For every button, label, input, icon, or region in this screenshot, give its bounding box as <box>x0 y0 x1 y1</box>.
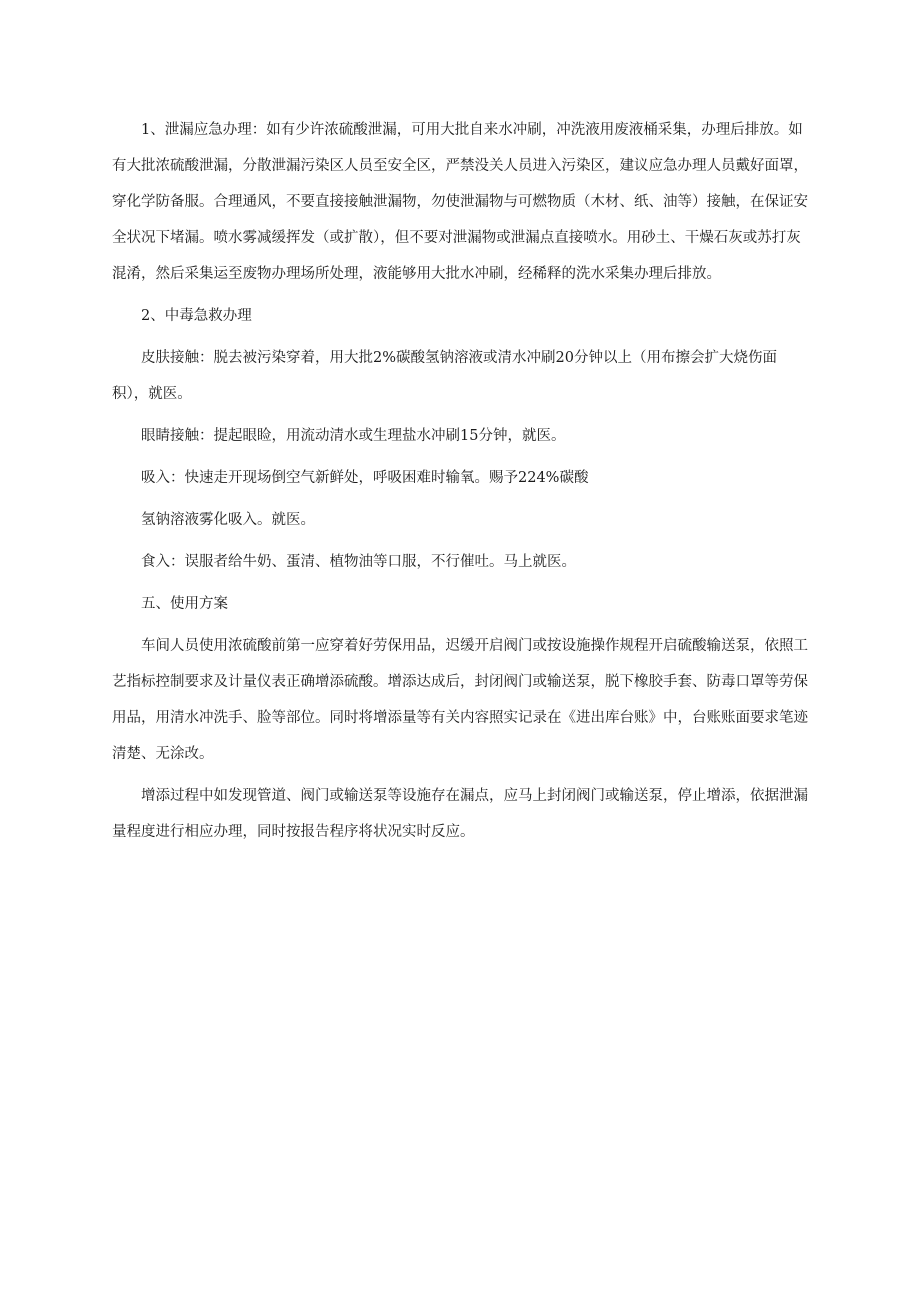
paragraph-leak-handling: 增添过程中如发现管道、阀门或输送泵等设施存在漏点，应马上封闭阀门或输送泵，停止增添，依据泄漏量程度进行相应办理，同时按报告程序将状况实时反应。 <box>112 788 808 840</box>
paragraph-usage-procedure: 车间人员使用浓硫酸前第一应穿着好劳保用品，迟缓开启阀门或按设施操作规程开启硫酸输送泵，依照工艺指标控制要求及计量仪表正确增添硫酸。增添达成后，封闭阀门或输送泵，脱下橡胶手套、防毒口罩等劳保用品，用清水冲洗手、脸等部位。同时将增添量等有关内容照实记录在《进出库台账》中，台账账面要求笔迹清楚、无涂改。 <box>112 638 808 762</box>
paragraph-ingestion: 食入：误服者给牛奶、蛋清、植物油等口服，不行催吐。马上就医。 <box>141 554 576 570</box>
paragraph-skin-contact: 皮肤接触：脱去被污染穿着，用大批2%碳酸氢钠溶液或清水冲刷20分钟以上（用布擦会扩大烧伤面积），就医。 <box>112 350 777 402</box>
paragraph-eye-contact: 眼睛接触：提起眼睑，用流动清水或生理盐水冲刷15分钟，就医。 <box>141 428 566 444</box>
heading-poisoning-first-aid: 2、中毒急救办理 <box>141 308 252 324</box>
paragraph-inhalation: 吸入：快速走开现场倒空气新鲜处，呼吸困难时输氧。赐予224%碳酸 <box>141 470 589 486</box>
paragraph-inhalation-cont: 氢钠溶液雾化吸入。就医。 <box>141 512 315 528</box>
heading-usage-plan: 五、使用方案 <box>141 596 228 612</box>
paragraph-leak-emergency: 1、泄漏应急办理：如有少许浓硫酸泄漏，可用大批自来水冲刷，冲洗液用废液桶采集，办理后排放。如有大批浓硫酸泄漏，分散泄漏污染区人员至安全区，严禁没关人员进入污染区，建议应急办理人员戴好面罩，穿化学防备服。合理通风，不要直接接触泄漏物，勿使泄漏物与可燃物质（木材、纸、油等）接触，在保证安全状况下堵漏。喷水雾减缓挥发（或扩散），但不要对泄漏物或泄漏点直接喷水。用砂土、干燥石灰或苏打灰混淆，然后采集运至废物办理场所处理，液能够用大批水冲刷，经稀释的洗水采集办理后排放。 <box>112 122 808 282</box>
document-body <box>112 112 808 850</box>
